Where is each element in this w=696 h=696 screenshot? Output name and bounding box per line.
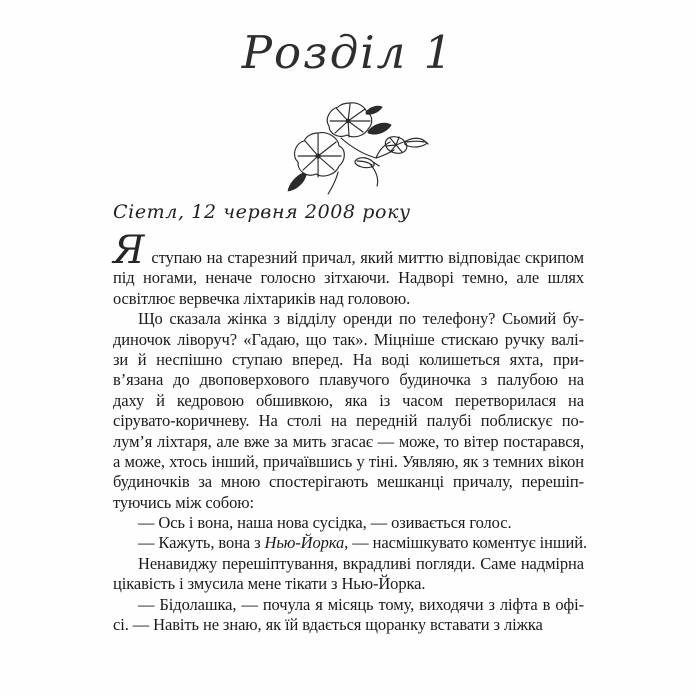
text-run: Ненавиджу перешіптування, вкрадливі погляди. Саме надмірна	[138, 553, 584, 573]
body-line	[113, 432, 584, 452]
text-run: цікавість і змусила мене тікати з Нью-Йорка.	[113, 574, 426, 594]
text-run: лум’я ліхтаря, але вже за мить згасає — може, то вітер постарався,	[113, 431, 584, 451]
body-line	[113, 513, 584, 533]
text-run: Що сказала жінка з відділу оренди по телефону? Сьомий бу-	[138, 309, 584, 329]
text-run: — Бідолашка, — почула я місяць тому, виходячи з ліфта в офі-	[138, 594, 584, 614]
text-run: під ногами, неначе голосно зітхаючи. Надворі темно, але шлях	[113, 268, 584, 288]
body-line	[113, 533, 587, 553]
body-line	[113, 370, 584, 390]
text-run: будиночків за мною спостерігають мешканці причалу, перешіп-	[113, 472, 584, 492]
body-line	[113, 289, 584, 309]
body-line	[113, 493, 584, 513]
body-line	[113, 391, 584, 411]
text-run: освітлює вервечка ліхтариків над головою.	[113, 288, 411, 308]
body-text	[113, 228, 587, 635]
body-line	[113, 574, 584, 594]
dateline: Сіетл, 12 червня 2008 року	[113, 201, 411, 223]
text-run: — Ось і вона, наша нова сусідка, — озивається голос.	[138, 513, 512, 533]
body-line	[113, 554, 584, 574]
dropcap-initial: Я	[113, 228, 145, 273]
chapter-title: Розділ 1	[241, 26, 455, 79]
body-line	[113, 595, 584, 615]
text-run: — Кажуть, вона з	[138, 533, 265, 553]
body-line	[113, 350, 584, 370]
text-run: даху й кедровою обшивкою, яка із часом перетворилася на	[113, 390, 584, 410]
text-run: в’язана до двоповерхового плавучого будиночка з палубою на	[113, 370, 584, 390]
body-line	[113, 330, 584, 350]
text-run: а може, хтось інший, причаївшись у тіні. Уявляю, як з темних вікон	[113, 451, 584, 471]
text-run: туючись між собою:	[113, 492, 254, 512]
body-line	[113, 309, 584, 329]
text-run: ступаю на старезний причал, який миттю відповідає скрипом	[151, 248, 584, 267]
italic-text: Нью-Йорка,	[264, 533, 349, 553]
text-run: — насмішкувато коментує інший.	[348, 533, 587, 553]
flower-ornament-icon	[278, 100, 430, 205]
body-line	[113, 411, 584, 431]
text-run: зи й неспішно ступаю вперед. На воді колишеться яхта, при-	[113, 349, 584, 369]
body-line	[113, 452, 584, 472]
text-run: диночок ліворуч? «Гадаю, що так». Міцніше стискаю ручку валі-	[113, 329, 584, 349]
body-line	[113, 228, 584, 273]
body-line	[113, 268, 584, 288]
body-line	[113, 472, 584, 492]
text-run: сірувато-коричневу. На столі на передній палубі поблискує по-	[113, 411, 584, 431]
text-run: сі. — Навіть не знаю, як їй вдається щоранку вставати з ліжка	[113, 615, 543, 635]
body-line	[113, 615, 584, 635]
